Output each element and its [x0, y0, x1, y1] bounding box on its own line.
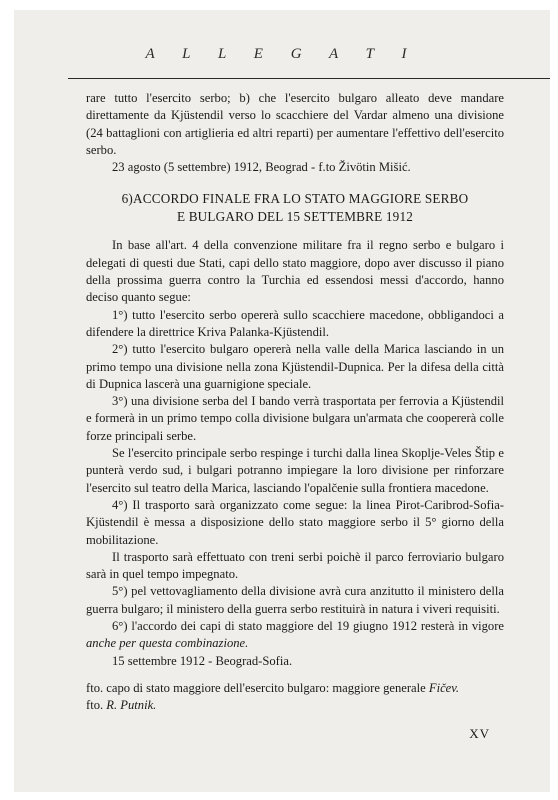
item-3: 3°) una divisione serba del I bando verrà trasportata per ferrovia a Kjüstendil e formerà in un primo tempo colla divisione bulgara un'armata che coopererà colle forze principali serbe.	[86, 394, 504, 443]
item-2: 2°) tutto l'esercito bulgaro opererà nella valle della Marica lasciando in un primo tempo una divisione nella zona Kjüstendil-Dupnica. Per la difesa della città di Dupnica lascerà una guarnigione speciale.	[86, 342, 504, 391]
item-5: 5°) pel vettovagliamento della divisione avrà cura anzitutto il ministero della guerra bulgaro; il ministero della guerra serbo restituirà in natura i viveri requisiti.	[86, 584, 504, 616]
section-title-line1: 6)ACCORDO FINALE FRA LO STATO MAGGIORE SERBO	[121, 191, 469, 207]
continuation-paragraph: rare tutto l'esercito serbo; b) che l'esercito bulgaro alleato deve mandare direttamente da Kjüstendil verso lo scacchiere del Vardar almeno una divisione (24 battaglioni con artiglieria ed altri reparti) per aumentare l'effettivo dell'esercito serbo.	[86, 91, 504, 157]
page-body	[86, 90, 504, 715]
item-4: 4°) Il trasporto sarà organizzato come segue: la linea Pirot-Caribrod-Sofia-Kjüstendil è messa a disposizione dello stato maggiore serbo il 5° giorno della mobilitazione.	[86, 497, 504, 547]
signature-1-name: Fičev.	[428, 680, 460, 695]
signature-2-text: fto.	[86, 698, 107, 713]
signature-2	[86, 697, 504, 714]
signoff-line: 23 agosto (5 settembre) 1912, Beograd - f.to Živötin Mišić.	[112, 160, 411, 175]
item-6	[86, 618, 504, 653]
signature-2-name: R. Putnik.	[106, 698, 157, 713]
item-3-continuation: Se l'esercito principale serbo respinge i turchi dalla linea Skoplje-Veles Štip e punterà verdo sud, i bulgari potranno impiegare la loro divisione per rinforzare l'esercito sul teatro della Marica, lasciando l'opalčenie sulla frontiera macedone.	[86, 446, 504, 495]
item-6-text: 6°) l'accordo dei capi di stato maggiore del 19 giugno 1912 resterà in vigore	[112, 619, 504, 634]
item-1: 1°) tutto l'esercito serbo opererà sullo scacchiere macedone, obbligandoci a difendere la direttrice Kriva Palanka-Kjüstendil.	[86, 307, 504, 339]
page-number: XV	[469, 726, 490, 741]
item-6-italic: anche per questa combinazione.	[86, 636, 249, 651]
item-4-continuation: Il trasporto sarà effettuato con treni serbi poichè il parco ferroviario bulgaro sarà in quel tempo impegnato.	[86, 549, 504, 582]
section-title	[86, 190, 504, 225]
place-date-line: 15 settembre 1912 - Beograd-Sofia.	[112, 653, 293, 668]
book-page	[14, 10, 550, 792]
header-rule	[68, 78, 550, 79]
intro-paragraph: In base all'art. 4 della convenzione militare fra il regno serbo e bulgaro i delegati di questi due Stati, capi dello stato maggiore, dopo aver discusso il piano della prossima guerra contro la Turchia ed essendosi messi d'accordo, hanno deciso quanto segue:	[86, 238, 504, 305]
signature-1-text: fto. capo di stato maggiore dell'esercito bulgaro: maggiore generale	[86, 680, 429, 695]
section-title-line2: E BULGARO DEL 15 SETTEMBRE 1912	[176, 208, 414, 224]
running-header: A L L E G A T I	[145, 46, 419, 62]
signature-1	[86, 680, 504, 697]
